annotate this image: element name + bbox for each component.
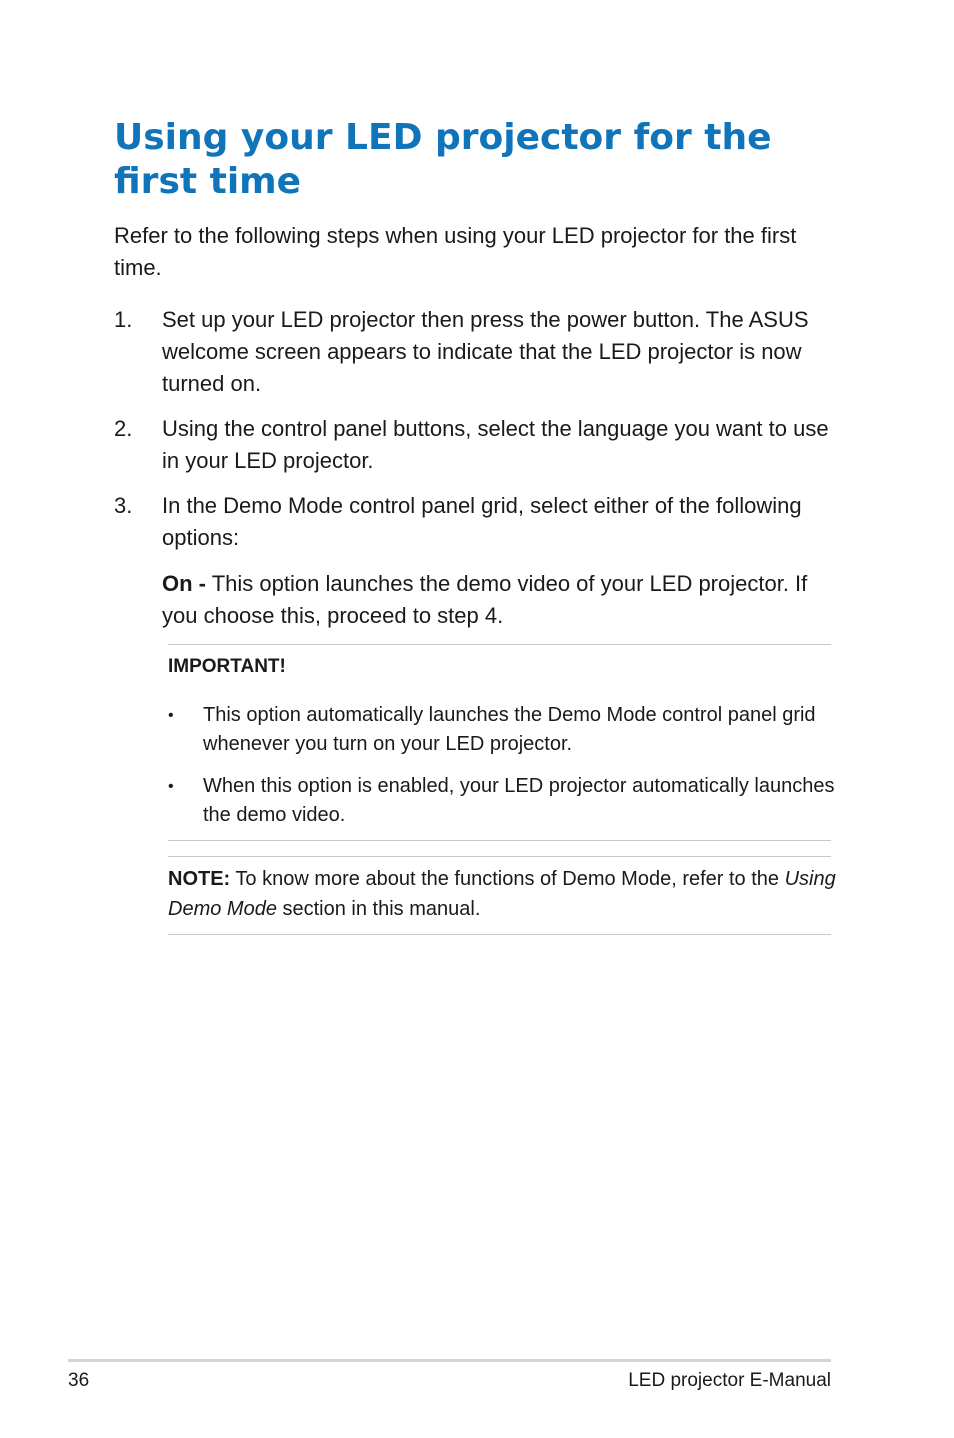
- important-bullet-1: [168, 701, 836, 759]
- option-on-paragraph: [162, 568, 842, 632]
- note-paragraph: [168, 864, 836, 924]
- step-number: 1.: [114, 307, 133, 332]
- important-heading: IMPORTANT!: [168, 656, 286, 677]
- page-number: 36: [68, 1370, 90, 1391]
- note-label: NOTE:: [168, 868, 231, 890]
- step-text: Using the control panel buttons, select the language you want to use in your LED projector.: [162, 416, 829, 473]
- step-2: [114, 413, 834, 477]
- bullet-icon: •: [168, 707, 174, 724]
- step-number: 3.: [114, 493, 133, 518]
- important-bottom-divider: [168, 840, 831, 841]
- intro-paragraph: Refer to the following steps when using your LED projector for the first time.: [114, 223, 797, 280]
- note-top-divider: [168, 856, 831, 857]
- bullet-text: This option automatically launches the Demo Mode control panel grid whenever you turn on your LED projector.: [203, 704, 816, 755]
- page-title: Using your LED projector for the first time: [114, 117, 772, 202]
- note-text-after: section in this manual.: [276, 898, 481, 920]
- bullet-text: When this option is enabled, your LED projector automatically launches the demo video.: [203, 775, 835, 826]
- step-number: 2.: [114, 416, 133, 441]
- document-title: LED projector E-Manual: [628, 1370, 831, 1391]
- step-3: [114, 490, 834, 554]
- bullet-icon: •: [168, 778, 174, 795]
- step-text: Set up your LED projector then press the power button. The ASUS welcome screen appears to indicate that the LED projector is now turned on.: [162, 307, 809, 396]
- option-on-label: On -: [162, 571, 206, 596]
- step-text: In the Demo Mode control panel grid, select either of the following options:: [162, 493, 802, 550]
- note-reference: Using Demo Mode: [168, 868, 836, 920]
- note-bottom-divider: [168, 934, 831, 935]
- footer-divider: [68, 1359, 831, 1362]
- note-text-before: To know more about the functions of Demo Mode, refer to the: [230, 868, 785, 890]
- option-on-text: This option launches the demo video of your LED projector. If you choose this, proceed to step 4.: [162, 571, 808, 628]
- step-1: [114, 304, 834, 400]
- important-top-divider: [168, 644, 831, 645]
- important-bullet-2: [168, 772, 836, 830]
